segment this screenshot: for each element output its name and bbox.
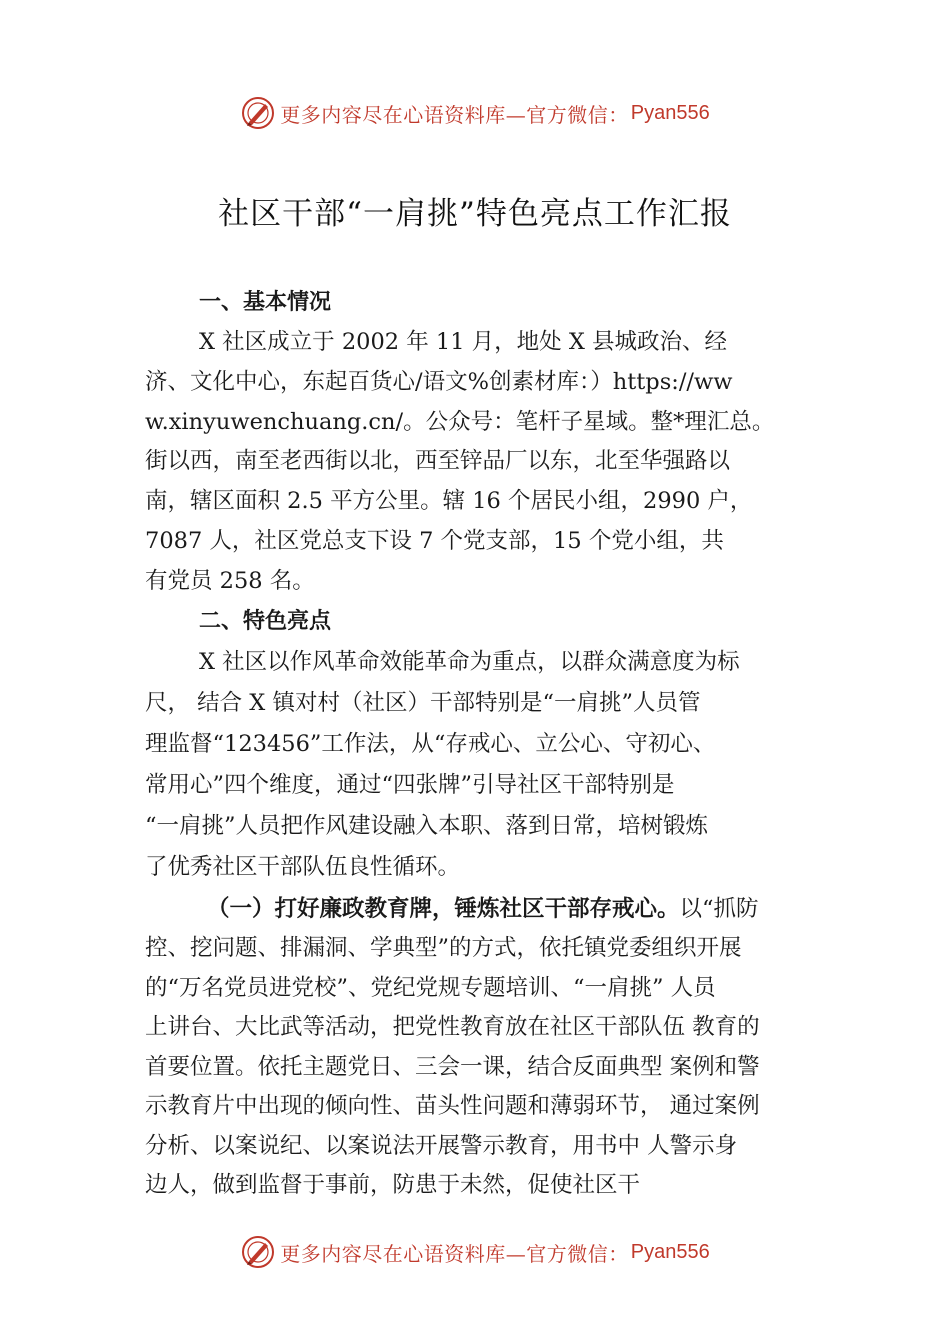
- paragraph-line: X 社区成立于 2002 年 11 月，地处 X 县城政治、经: [199, 329, 727, 355]
- paragraph-line: 边人，做到监督于事前，防患于未然，促使社区干: [145, 1172, 641, 1199]
- paragraph-line: 理监督“123456”工作法，从“存戒心、立公心、守初心、: [145, 730, 716, 757]
- paragraph-line: 街以西，南至老西街以北，西至锌品厂以东，北至华强路以: [145, 448, 731, 475]
- subsection-lead-line: [145, 890, 825, 930]
- paragraph-line: 首要位置。依托主题党日、三会一课，结合反面典型 案例和警: [145, 1053, 760, 1080]
- paragraph-line: 分析、以案说纪、以案说法开展警示教育，用书中 人警示身: [145, 1132, 738, 1159]
- section-highlights-paragraph: [145, 642, 825, 888]
- section-heading-basic-info: 一、基本情况: [199, 290, 332, 315]
- watermark-wechat-id: Pyan556: [630, 1240, 710, 1263]
- paragraph-line: 了优秀社区干部队伍良性循环。: [145, 853, 461, 880]
- paragraph-line: w.xinyuwenchuang.cn/。公众号：笔杆子星域。整*理汇总。: [145, 408, 775, 435]
- watermark-text: 更多内容尽在心语资料库—官方微信：: [280, 102, 629, 127]
- paragraph-line: 南，辖区面积 2.5 平方公里。辖 16 个居民小组，2990 户，: [145, 488, 753, 515]
- paragraph-line: 上讲台、大比武等活动，把党性教育放在社区干部队伍 教育的: [145, 1014, 760, 1041]
- pen-logo-icon: [240, 95, 276, 131]
- watermark-wechat-id: Pyan556: [630, 101, 710, 124]
- pen-logo-icon: [240, 1234, 276, 1270]
- watermark-text: 更多内容尽在心语资料库—官方微信：: [280, 1241, 629, 1266]
- paragraph-line: 尺， 结合 X 镇对村（社区）干部特别是“一肩挑”人员管: [145, 689, 701, 716]
- paragraph-line: 有党员 258 名。: [145, 567, 315, 594]
- paragraph-line: 常用心”四个维度，通过“四张牌”引导社区干部特别是: [145, 771, 675, 798]
- document-body: [145, 283, 825, 1206]
- subsection-integrity-education: [145, 890, 825, 1206]
- document-title: 社区干部“一肩挑”特色亮点工作汇报: [218, 196, 732, 232]
- watermark-banner-bottom: [0, 1232, 950, 1272]
- paragraph-line: 控、挖问题、排漏洞、学典型”的方式，依托镇党委组织开展: [145, 935, 742, 962]
- subsection-lead-rest: 以“抓防: [679, 895, 759, 922]
- paragraph-line: 的“万名党员进党校”、党纪党规专题培训、“一肩挑” 人员: [145, 974, 716, 1001]
- paragraph-line: 7087 人，社区党总支下设 7 个党支部，15 个党小组，共: [145, 527, 724, 554]
- paragraph-line: 示教育片中出现的倾向性、苗头性问题和薄弱环节， 通过案例: [145, 1093, 760, 1120]
- paragraph-line: 济、文化中心，东起百货心/语文%创素材库：）https://ww: [145, 368, 733, 395]
- section-heading-highlights: 二、特色亮点: [199, 608, 332, 634]
- paragraph-line: X 社区以作风革命效能革命为重点，以群众满意度为标: [199, 648, 740, 675]
- section-basic-info-paragraph: [145, 323, 825, 602]
- subsection-heading: （一）打好廉政教育牌，锤炼社区干部存戒心。: [207, 895, 680, 922]
- watermark-banner-top: [0, 93, 950, 133]
- paragraph-line: “一肩挑”人员把作风建设融入本职、落到日常，培树锻炼: [145, 812, 709, 839]
